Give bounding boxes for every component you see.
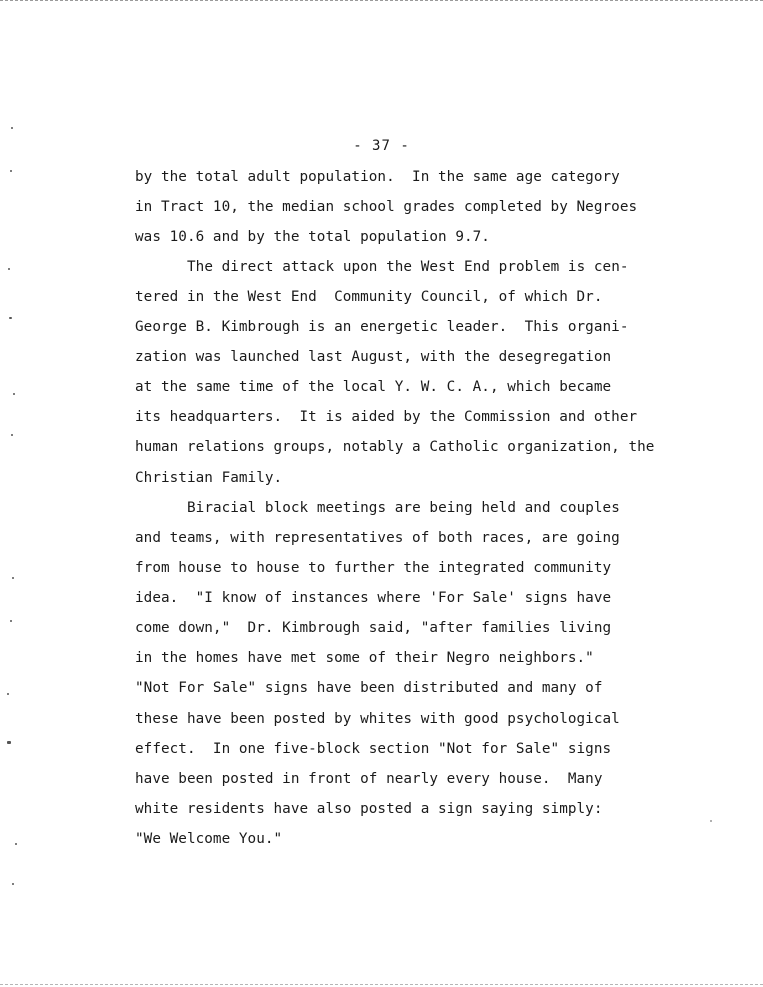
scan-speck [7, 741, 11, 744]
body-line: at the same time of the local Y. W. C. A., which became [135, 379, 612, 395]
scan-speck [8, 268, 10, 270]
scan-edge-top [0, 0, 763, 1]
body-line: and teams, with representatives of both races, are going [135, 530, 620, 546]
scan-speck [11, 127, 13, 129]
body-line: George B. Kimbrough is an energetic leader. This organi- [135, 319, 629, 335]
body-line: in Tract 10, the median school grades completed by Negroes [135, 199, 638, 215]
body-line: tered in the West End Community Council, of which Dr. [135, 289, 603, 305]
paragraph-start-line: The direct attack upon the West End problem is cen- [187, 259, 629, 275]
scan-speck [7, 693, 9, 695]
scan-edge-bottom [0, 984, 763, 985]
scan-speck [15, 843, 17, 845]
page-number: - 37 - [353, 138, 410, 154]
body-line: from house to house to further the integrated community [135, 560, 612, 576]
body-line: its headquarters. It is aided by the Commission and other [135, 409, 638, 425]
scan-speck [11, 434, 13, 436]
body-line: have been posted in front of nearly every house. Many [135, 771, 603, 787]
body-line: was 10.6 and by the total population 9.7. [135, 229, 490, 245]
body-line: "Not For Sale" signs have been distributed and many of [135, 680, 603, 696]
scan-speck [9, 317, 12, 319]
body-line: idea. "I know of instances where 'For Sale' signs have [135, 590, 612, 606]
paragraph-start-line: Biracial block meetings are being held and couples [187, 500, 620, 516]
body-line: zation was launched last August, with the desegregation [135, 349, 612, 365]
scan-speck [12, 883, 14, 885]
body-line: come down," Dr. Kimbrough said, "after families living [135, 620, 612, 636]
body-line: by the total adult population. In the same age category [135, 169, 620, 185]
body-line: Christian Family. [135, 470, 283, 486]
scan-speck [12, 577, 14, 579]
body-line: "We Welcome You." [135, 831, 283, 847]
body-line: human relations groups, notably a Catholic organization, the [135, 439, 655, 455]
scan-speck [10, 170, 12, 172]
scan-speck [13, 393, 15, 395]
body-line: these have been posted by whites with good psychological [135, 711, 620, 727]
body-line: white residents have also posted a sign saying simply: [135, 801, 603, 817]
scan-speck [10, 620, 12, 622]
body-line: effect. In one five-block section "Not for Sale" signs [135, 741, 612, 757]
scan-speck [710, 820, 712, 822]
body-line: in the homes have met some of their Negro neighbors." [135, 650, 594, 666]
